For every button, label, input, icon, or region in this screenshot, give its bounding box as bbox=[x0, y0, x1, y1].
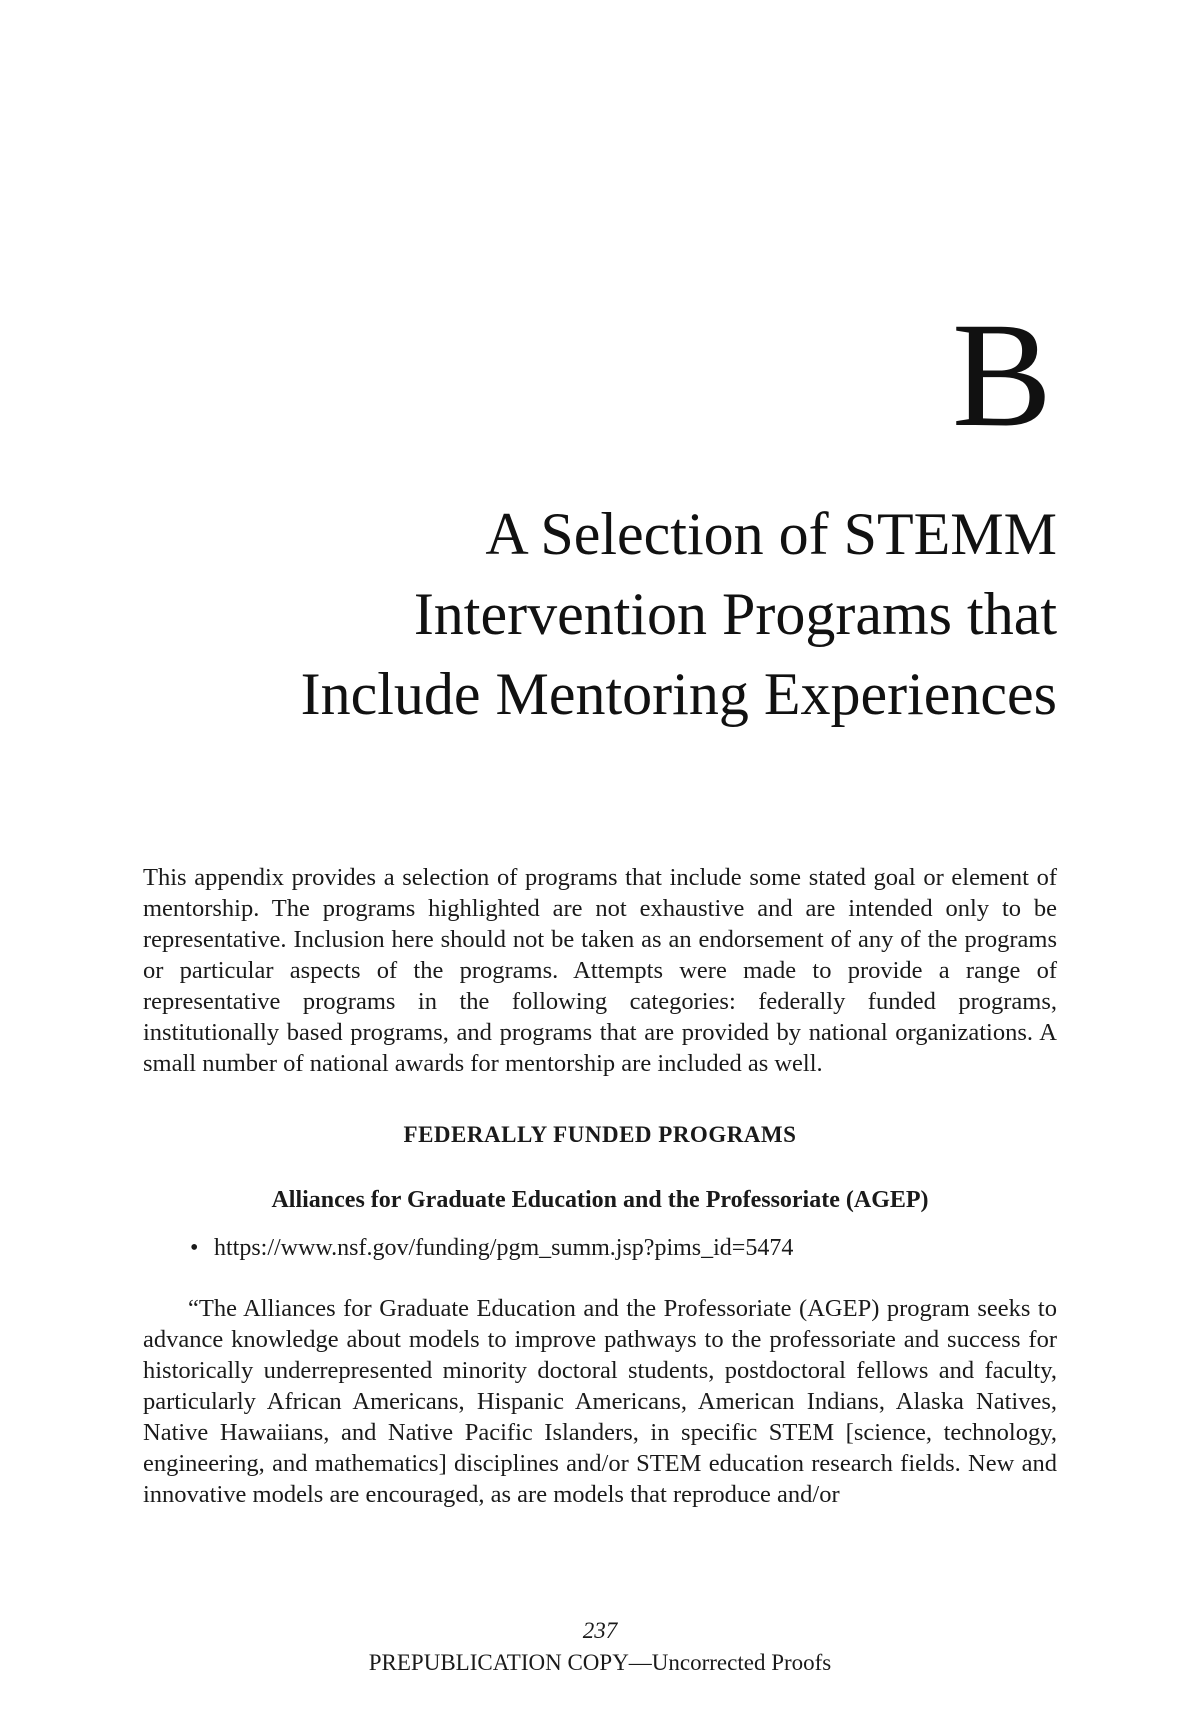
intro-paragraph: This appendix provides a selection of programs that include some stated goal or element of mentorship. The programs highlighted are not exhaustive and are intended only to be representative. Inclusion here should not be taken as an endorsement of any of the programs or particular aspects of the programs. Attempts were made to provide a range of representative programs in the following categories: federally funded programs, institutionally based programs, and programs that are provided by national organizations. A small number of national awards for mentorship are included as well. bbox=[143, 864, 1057, 1077]
footer-note: PREPUBLICATION COPY—Uncorrected Proofs bbox=[368, 1650, 832, 1675]
program-link[interactable]: • https://www.nsf.gov/funding/pgm_summ.jsp?pims_id=5474 bbox=[190, 1235, 793, 1262]
appendix-letter: B bbox=[951, 292, 1052, 458]
chapter-title bbox=[157, 494, 1057, 734]
program-link-list bbox=[190, 1235, 793, 1262]
title-line: Intervention Programs that bbox=[413, 581, 1057, 647]
program-description: “The Alliances for Graduate Education and the Professoriate (AGEP) program seeks to advance knowledge about models to improve pathways to the professoriate and success for historically underrepresented minority doctoral students, postdoctoral fellows and faculty, particularly African Americans, Hispanic Americans, American Indians, Alaska Natives, Native Hawaiians, and Native Pacific Islanders, in specific STEM [science, technology, engineering, and mathematics] disciplines and/or STEM education research fields. New and innovative models are encouraged, as are models that reproduce and/or bbox=[143, 1295, 1057, 1508]
title-line: Include Mentoring Experiences bbox=[300, 661, 1057, 727]
page-number: 237 bbox=[582, 1618, 618, 1643]
title-line: A Selection of STEMM bbox=[485, 501, 1057, 567]
section-heading: FEDERALLY FUNDED PROGRAMS bbox=[403, 1122, 797, 1147]
program-heading: Alliances for Graduate Education and the Professoriate (AGEP) bbox=[271, 1187, 929, 1213]
